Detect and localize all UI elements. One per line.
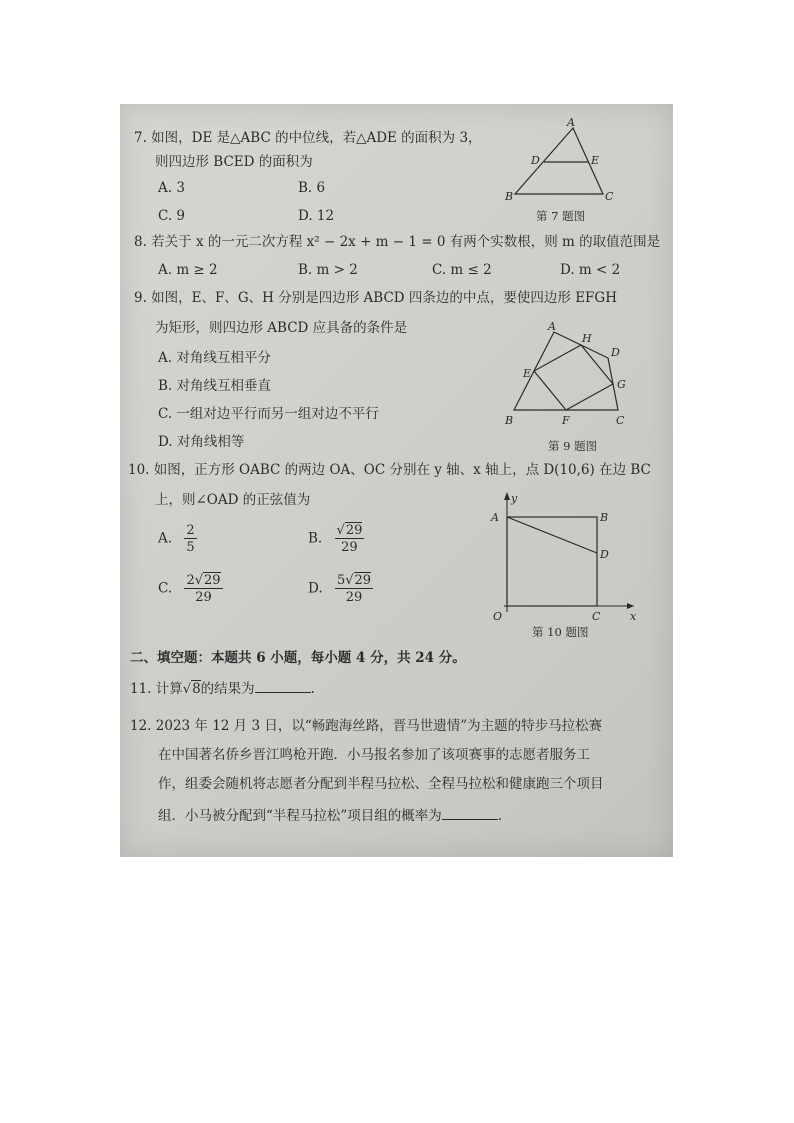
q9-label-g: G [617, 378, 626, 391]
q10-option-d: D. $\frac{5√29}{29}$ [308, 573, 372, 605]
q9-quadrilateral-figure [502, 320, 632, 427]
q9-label-f: F [562, 414, 570, 427]
exam-photo [120, 104, 673, 857]
q8-option-c: C. m ≤ 2 [432, 262, 492, 278]
q9-stem-line1: 9. 如图，E、F、G、H 分别是四边形 ABCD 四条边的中点，要使四边形 EFGH [134, 290, 617, 306]
q10-label-b: B [600, 511, 609, 524]
q7-label-d: D [531, 154, 540, 167]
q9-stem-line2: 为矩形，则四边形 ABCD 应具备的条件是 [155, 320, 408, 336]
q7-option-a: A. 3 [158, 180, 185, 196]
q8-stem: 8. 若关于 x 的一元二次方程 x² − 2x + m − 1 = 0 有两个实数根，则 m 的取值范围是 [134, 234, 661, 250]
q7-label-c: C [605, 190, 614, 203]
q9-label-b: B [505, 414, 514, 427]
q10-option-a: A. $\frac{2}{5}$ [158, 523, 195, 555]
q9-option-a: A. 对角线互相平分 [158, 350, 271, 366]
q10-option-c-fraction: $\frac{2√29}{29}$ [186, 573, 221, 605]
q9-label-d: D [611, 346, 620, 359]
q10-label-x: x [630, 610, 637, 623]
q10-option-b: B. $\frac{√29}{29}$ [308, 523, 363, 555]
q11-stem: 11. 计算√8的结果为 . [130, 681, 315, 697]
q9-label-e: E [523, 367, 532, 380]
q10-option-d-fraction: $\frac{5√29}{29}$ [336, 573, 372, 605]
q10-label-y: y [511, 492, 518, 505]
q10-label-o: O [493, 610, 503, 623]
q7-label-e: E [591, 154, 600, 167]
q7-stem-line1: 7. 如图，DE 是△ABC 的中位线，若△ADE 的面积为 3， [134, 130, 482, 146]
q9-label-h: H [582, 332, 592, 345]
section-2-heading: 二、填空题：本题共 6 小题，每小题 4 分，共 24 分。 [130, 650, 466, 666]
q10-label-a: A [491, 511, 499, 524]
q7-option-c: C. 9 [158, 208, 186, 224]
q9-option-d: D. 对角线相等 [158, 434, 245, 450]
q12-stem-line2: 在中国著名侨乡晋江鸣枪开跑．小马报名参加了该项赛事的志愿者服务工 [158, 747, 590, 763]
q9-option-c: C. 一组对边平行而另一组对边不平行 [158, 406, 379, 422]
q9-label-a: A [548, 320, 556, 333]
q12-stem-line4: 组．小马被分配到“半程马拉松”项目组的概率为 . [158, 808, 503, 824]
q10-label-d: D [600, 548, 609, 561]
q7-option-d: D. 12 [298, 208, 335, 224]
q8-option-b: B. m > 2 [298, 262, 358, 278]
q10-stem-line2: 上，则∠OAD 的正弦值为 [155, 492, 311, 508]
q9-label-c: C [616, 414, 625, 427]
q7-stem-line2: 则四边形 BCED 的面积为 [155, 154, 313, 170]
q12-stem-line3: 作，组委会随机将志愿者分配到半程马拉松、全程马拉松和健康跑三个项目 [158, 776, 604, 792]
q11-answer-blank[interactable] [255, 680, 311, 693]
q7-label-b: B [505, 190, 514, 203]
q10-stem-line1: 10. 如图，正方形 OABC 的两边 OA、OC 分别在 y 轴、x 轴上，点 D(10,6) 在边 BC [128, 462, 651, 478]
q12-answer-blank[interactable] [442, 807, 498, 820]
q10-coordinate-figure [482, 488, 642, 628]
q7-caption: 第 7 题图 [536, 209, 586, 223]
q10-option-b-fraction: $\frac{√29}{29}$ [336, 523, 363, 555]
q7-option-b: B. 6 [298, 180, 326, 196]
q10-label-c: C [592, 610, 601, 623]
q7-label-a: A [567, 116, 575, 129]
q8-option-a: A. m ≥ 2 [158, 262, 218, 278]
q8-option-d: D. m < 2 [560, 262, 621, 278]
q12-stem-line1: 12. 2023 年 12 月 3 日，以“畅跑海丝路，晋马世遗情”为主题的特步马拉松赛 [130, 718, 603, 734]
q7-triangle-figure [505, 116, 615, 203]
q9-option-b: B. 对角线互相垂直 [158, 378, 272, 394]
q10-option-a-fraction: $\frac{2}{5}$ [186, 523, 195, 555]
q10-option-c: C. $\frac{2√29}{29}$ [158, 573, 221, 605]
q10-caption: 第 10 题图 [532, 625, 589, 639]
q9-caption: 第 9 题图 [548, 439, 598, 453]
